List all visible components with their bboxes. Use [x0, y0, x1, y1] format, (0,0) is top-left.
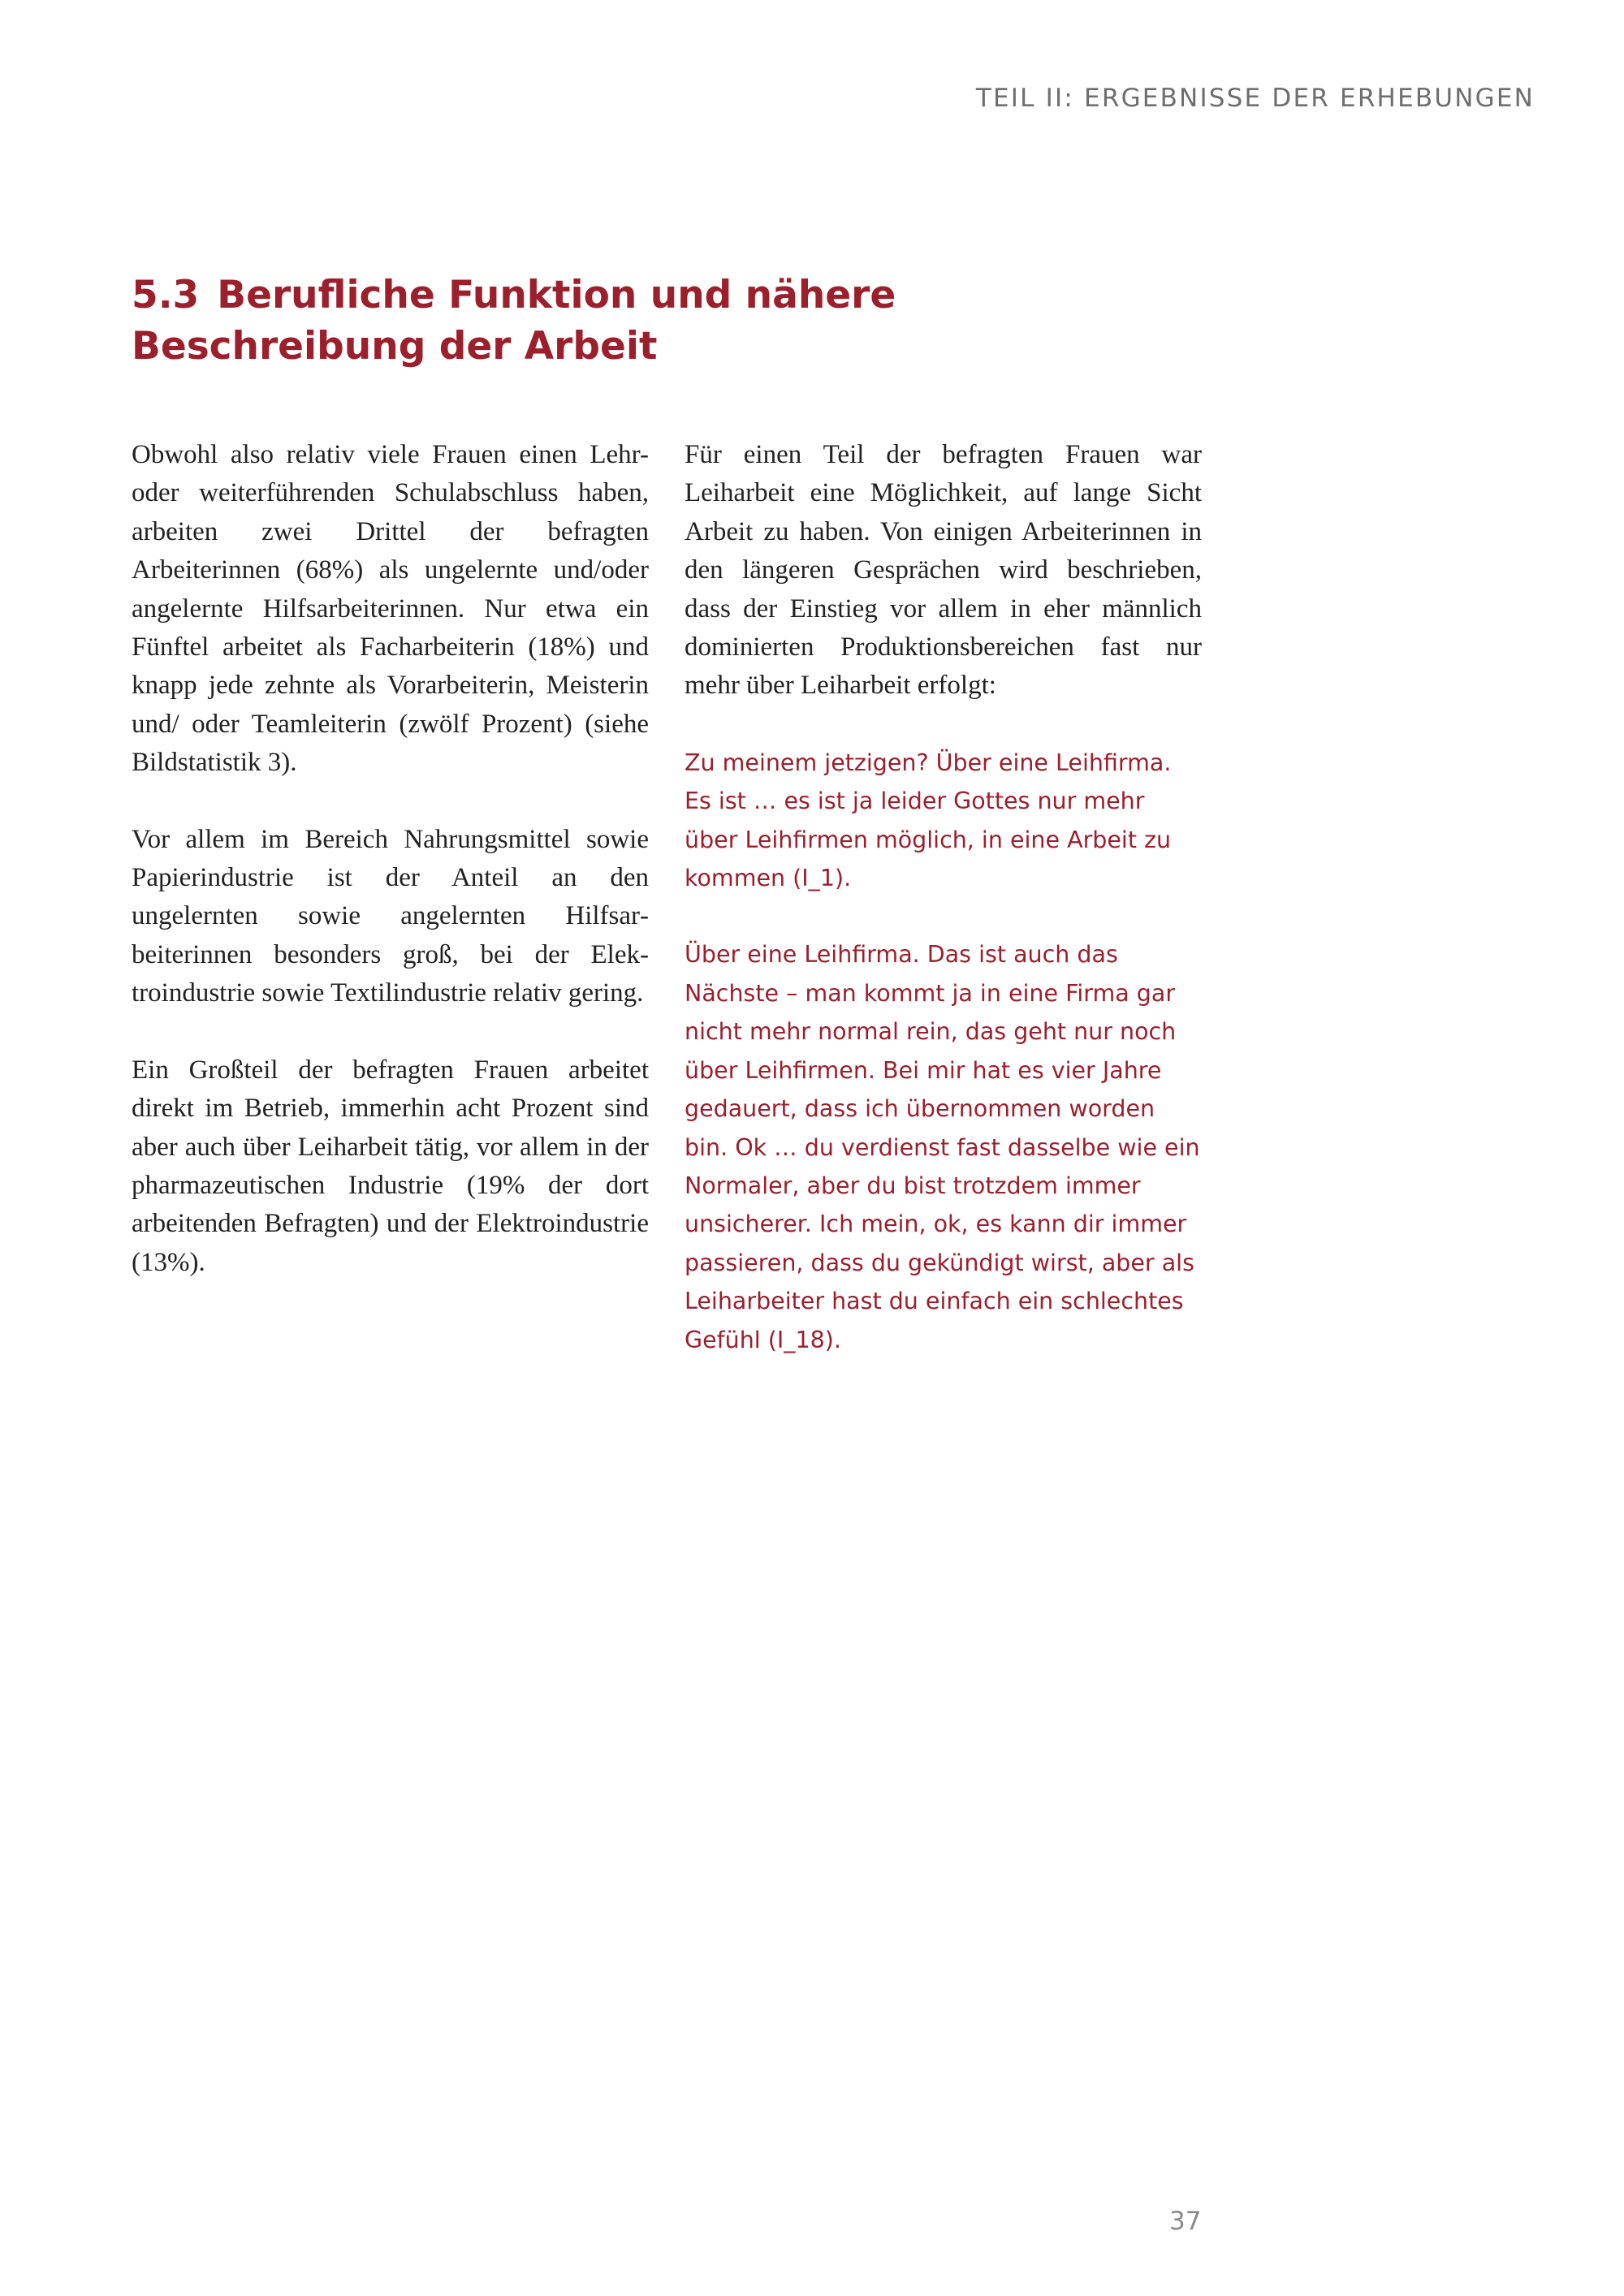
running-header: TEIL II: ERGEBNISSE DER ERHEBUNGEN [975, 84, 1535, 113]
interview-quote-1: Zu meinem jetzigen? Über eine Leihfirma. Es ist … es ist ja leider Gottes nur mehr über Leihfirmen möglich, in eine Arbeit zu kommen (I_1). [685, 749, 1172, 892]
section-number: 5.3 [132, 273, 200, 317]
section-heading [132, 270, 1025, 372]
body-paragraph-intro: Für einen Teil der befragten Frauen war Leiharbeit eine Möglichkeit, auf lange Sicht Arbeit zu haben. Von einigen Arbeiterinnen in den längeren Gesprächen wird beschrieben, dass der Einstieg vor allem in eher männlich dominierten Produktionsbereichen fast nur mehr über Leiharbeit erfolgt: [685, 440, 1202, 701]
section-title-line-2: Beschreibung der Arbeit [132, 324, 658, 369]
page-number: 37 [1169, 2207, 1202, 2236]
right-text-column [685, 436, 1202, 1397]
body-paragraph-1: Obwohl also relativ viele Frauen einen Lehr- oder weiterführenden Schulabschluss haben, arbeiten zwei Drittel der befragten Arbeiterinnen (68%) als ungelernte und/oder angelernte Hilfsarbeiterinnen. Nur etwa ein Fünftel arbeitet als Facharbeiterin (18%) und knapp jede zehnte als Vorarbeiterin, Meisterin und/ oder Teamleiterin (zwölf Prozent) (siehe Bildstatistik 3). [132, 440, 649, 778]
body-paragraph-2: Vor allem im Bereich Nahrungsmittel sowie Papierindustrie ist der Anteil an den ungelernten sowie angelernten Hilfsarbeiterinnen besonders groß, bei der Elektroindustrie sowie Textilindustrie relativ gering. [132, 824, 649, 1008]
body-paragraph-3: Ein Großteil der befragten Frauen arbeitet direkt im Betrieb, immerhin acht Prozent sind aber auch über Leiharbeit tätig, vor allem in der pharmazeutischen Industrie (19% der dort arbeitenden Befragten) und der Elektroindustrie (13%). [132, 1055, 649, 1277]
left-text-column [132, 436, 649, 1320]
interview-quote-2: Über eine Leihfirma. Das ist auch das Nächste – man kommt ja in eine Firma gar nicht mehr normal rein, das geht nur noch über Leihfirmen. Bei mir hat es vier Jahre gedauert, dass ich übernommen worden bin. Ok … du verdienst fast dasselbe wie ein Normaler, aber du bist trotzdem immer unsicherer. Ich mein, ok, es kann dir immer passieren, dass du gekündigt wirst, aber als Leiharbeiter hast du einfach ein schlechtes Gefühl (I_18). [685, 941, 1200, 1353]
section-title-line-1: Berufliche Funktion und nähere [217, 273, 896, 317]
